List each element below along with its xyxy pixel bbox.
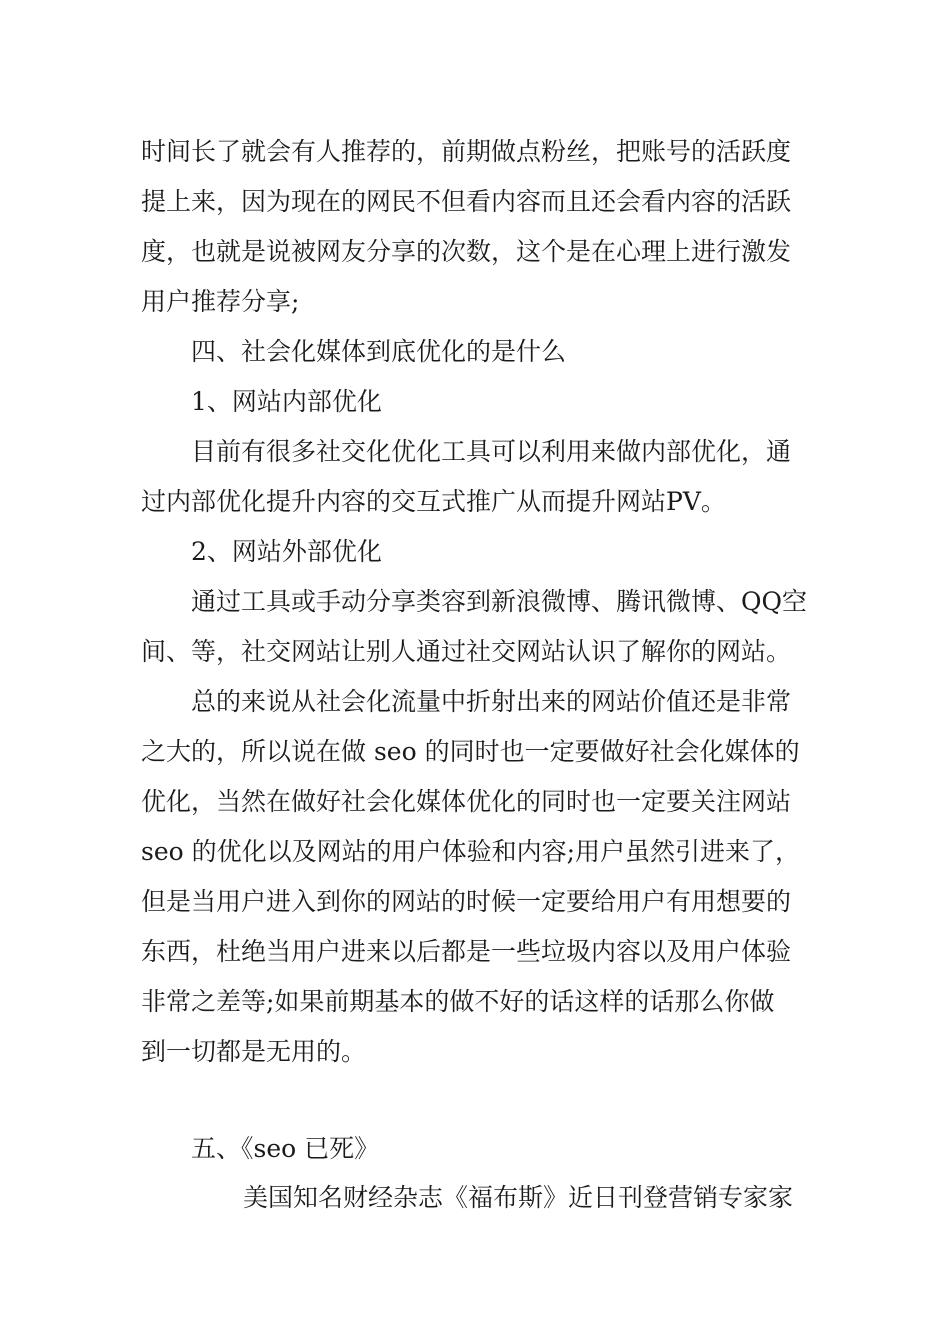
subsection-heading: 1、网站内部优化 <box>191 387 382 416</box>
paragraph-line: 东西，杜绝当用户进来以后都是一些垃圾内容以及用户体验 <box>141 937 792 966</box>
paragraph-line: 时间长了就会有人推荐的，前期做点粉丝，把账号的活跃度 <box>141 137 792 166</box>
paragraph-line: 总的来说从社会化流量中折射出来的网站价值还是非常 <box>191 687 792 716</box>
section-heading: 五、《seo 已死》 <box>191 1134 380 1163</box>
paragraph-line: 间、等，社交网站让别人通过社交网站认识了解你的网站。 <box>141 637 792 666</box>
paragraph-line: seo 的优化以及网站的用户体验和内容;用户虽然引进来了， <box>141 837 801 866</box>
section-heading: 四、社会化媒体到底优化的是什么 <box>191 337 567 366</box>
paragraph-line: 目前有很多社交化优化工具可以利用来做内部优化，通 <box>191 437 792 466</box>
paragraph-line: 之大的，所以说在做 seo 的同时也一定要做好社会化媒体的 <box>141 737 800 766</box>
paragraph-line: 到一切都是无用的。 <box>141 1037 367 1066</box>
paragraph-line: 度，也就是说被网友分享的次数，这个是在心理上进行激发 <box>141 237 792 266</box>
subsection-heading: 2、网站外部优化 <box>191 537 382 566</box>
paragraph-line: 美国知名财经杂志《福布斯》近日刊登营销专家家 <box>243 1183 794 1212</box>
paragraph-line: 过内部优化提升内容的交互式推广从而提升网站PV。 <box>141 487 726 516</box>
paragraph-line: 但是当用户进入到你的网站的时候一定要给用户有用想要的 <box>141 887 792 916</box>
paragraph-line: 提上来，因为现在的网民不但看内容而且还会看内容的活跃 <box>141 187 792 216</box>
paragraph-line: 用户推荐分享; <box>141 287 300 316</box>
paragraph-line: 优化，当然在做好社会化媒体优化的同时也一定要关注网站 <box>141 787 792 816</box>
paragraph-line: 非常之差等;如果前期基本的做不好的话这样的话那么你做 <box>141 987 775 1016</box>
paragraph-line: 通过工具或手动分享类容到新浪微博、腾讯微博、QQ空 <box>191 587 807 616</box>
